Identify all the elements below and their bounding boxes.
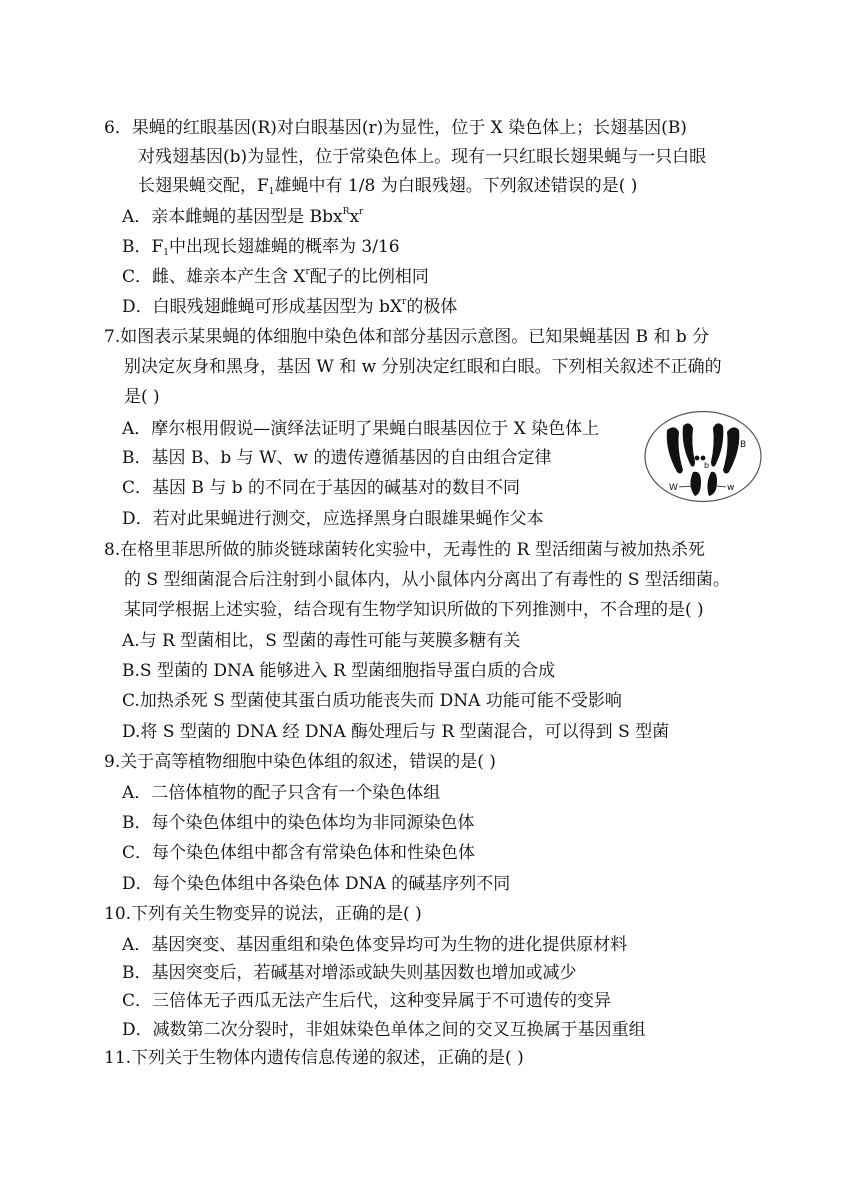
q6-stem-line2: 对残翅基因(b)为显性，位于常染色体上。现有一只红眼长翅果蝇与一只白眼 [138,147,707,167]
q7-option-a: A．摩尔根用假说—演绎法证明了果蝇白眼基因位于 X 染色体上 [122,419,600,439]
gene-label-w: w [727,483,735,493]
q6-option-b: B．$F_1$中出现长翅雄蝇的概率为 3/16 [122,237,400,258]
chromosome-left-inner [683,423,695,466]
q9-option-b: B．每个染色体组中的染色体均为非同源染色体 [122,813,475,833]
q7-option-b: B．基因 B、b 与 W、w 的遗传遵循基因的自由组合定律 [122,448,552,468]
gene-label-B: B [740,440,747,450]
q6-stem-line3: 长翅果蝇交配，$F_1$雄蝇中有 1/8 为白眼残翅。下列叙述错误的是( ) [138,176,638,197]
q8-option-b: B.S 型菌的 DNA 能够进入 R 型菌细胞指导蛋白质的合成 [122,661,556,681]
q9-option-d: D．每个染色体组中各染色体 DNA 的碱基序列不同 [122,874,511,894]
gene-pointer-w [717,486,726,487]
chromosome-left-outer [667,427,683,473]
q10-option-c: C．三倍体无子西瓜无法产生后代，这种变异属于不可遗传的变异 [122,991,612,1011]
q8-option-c: C.加热杀死 S 型菌使其蛋白质功能丧失而 DNA 功能可能不受影响 [122,691,622,711]
dot-chromosome-2 [701,456,706,461]
q7-stem-line1: 7.如图表示某果蝇的体细胞中染色体和部分基因示意图。已知果蝇基因 B 和 b 分 [104,327,710,347]
dot-chromosome-1 [695,456,700,461]
q7-stem-line3: 是( ) [124,387,160,407]
q11-stem: 11.下列关于生物体内遗传信息传递的叙述，正确的是( ) [104,1048,524,1068]
q10-option-a: A．基因突变、基因重组和染色体变异均可为生物的进化提供原材料 [122,935,628,955]
chromosome-figure [643,410,763,503]
gene-label-W: W [669,483,678,493]
sex-chromosome-x2 [707,472,717,496]
q9-option-a: A．二倍体植物的配子只含有一个染色体组 [122,783,441,803]
q6-option-a: A．亲本雌蝇的基因型是 $Bbx^Rx^r$ [122,207,364,227]
q6-stem-line1: 6．果蝇的红眼基因(R)对白眼基因(r)为显性，位于 X 染色体上；长翅基因(B) [104,118,687,138]
q9-stem: 9.关于高等植物细胞中染色体组的叙述，错误的是( ) [104,752,496,772]
chromosome-right-outer [723,427,739,473]
q9-option-c: C．每个染色体组中都含有常染色体和性染色体 [122,843,476,863]
q8-stem-line2: 的 S 型细菌混合后注射到小鼠体内，从小鼠体内分离出了有毒性的 S 型活细菌。 [124,570,730,590]
q10-stem: 10.下列有关生物变异的说法，正确的是( ) [104,904,422,924]
q10-option-d: D．减数第二次分裂时，非姐妹染色单体之间的交叉互换属于基因重组 [122,1020,646,1040]
gene-label-b: b [704,461,710,470]
q6-option-c: C．雌、雄亲本产生含 $X^r$配子的比例相同 [122,267,429,287]
q7-option-c: C．基因 B 与 b 的不同在于基因的碱基对的数目不同 [122,478,520,498]
q8-option-a: A.与 R 型菌相比，S 型菌的毒性可能与荚膜多糖有关 [122,631,521,651]
q6-option-d: D．白眼残翅雌蝇可形成基因型为 $bX^r$的极体 [122,297,458,317]
q8-stem-line3: 某同学根据上述实验，结合现有生物学知识所做的下列推测中，不合理的是( ) [124,600,704,620]
q7-option-d: D．若对此果蝇进行测交，应选择黑身白眼雄果蝇作父本 [122,509,544,529]
q10-option-b: B．基因突变后，若碱基对增添或缺失则基因数也增加或减少 [122,963,577,983]
q7-stem-line2: 别决定灰身和黑身，基因 W 和 w 分别决定红眼和白眼。下列相关叙述不正确的 [124,357,722,377]
q8-option-d: D.将 S 型菌的 DNA 经 DNA 酶处理后与 R 型菌混合，可以得到 S 型菌 [122,722,670,742]
q8-stem-line1: 8.在格里菲思所做的肺炎链球菌转化实验中，无毒性的 R 型活细菌与被加热杀死 [104,540,705,560]
sex-chromosome-x1 [690,472,701,496]
chromosome-right-inner [711,423,723,466]
